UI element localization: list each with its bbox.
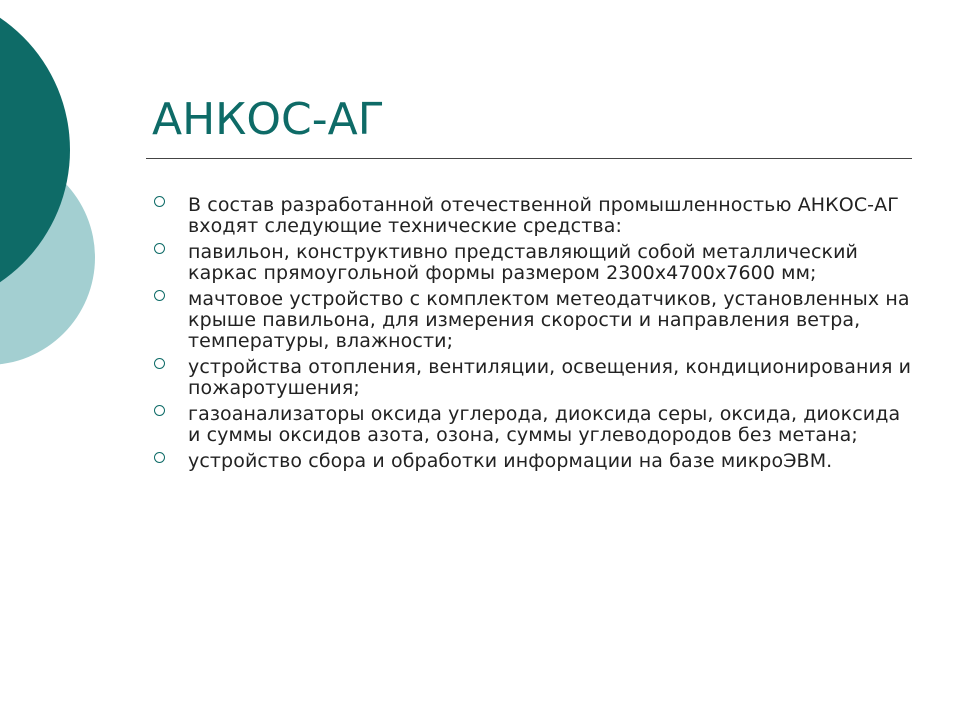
- bullet-item: [152, 357, 912, 399]
- bullet-text: мачтовое устройство с комплектом метеодатчиков, установленных на крыше павильона, для измерения скорости и направления ветра, температуры, влажности;: [188, 288, 910, 352]
- circle-bullet-icon: [154, 452, 165, 463]
- slide-title: АНКОС-АГ: [152, 94, 385, 145]
- bullet-text: павильон, конструктивно представляющий собой металлический каркас прямоугольной формы размером 2300х4700х7600 мм;: [188, 241, 858, 284]
- circle-bullet-icon: [154, 358, 165, 369]
- bullet-text: устройство сбора и обработки информации на базе микроЭВМ.: [188, 450, 833, 472]
- circle-bullet-icon: [154, 405, 165, 416]
- bullet-list: [152, 195, 912, 477]
- circle-bullet-icon: [154, 196, 165, 207]
- bullet-item: [152, 242, 912, 284]
- bullet-item: [152, 289, 912, 352]
- circle-bullet-icon: [154, 243, 165, 254]
- title-underline: [146, 158, 912, 159]
- bullet-text: В состав разработанной отечественной промышленностью АНКОС-АГ входят следующие технические средства:: [188, 194, 899, 237]
- bullet-item: [152, 451, 912, 472]
- bullet-item: [152, 195, 912, 237]
- bullet-text: газоанализаторы оксида углерода, диоксида серы, оксида, диоксида и суммы оксидов азота, озона, суммы углеводородов без метана;: [188, 403, 901, 446]
- bullet-text: устройства отопления, вентиляции, освещения, кондиционирования и пожаротушения;: [188, 356, 912, 399]
- circle-bullet-icon: [154, 290, 165, 301]
- bullet-item: [152, 404, 912, 446]
